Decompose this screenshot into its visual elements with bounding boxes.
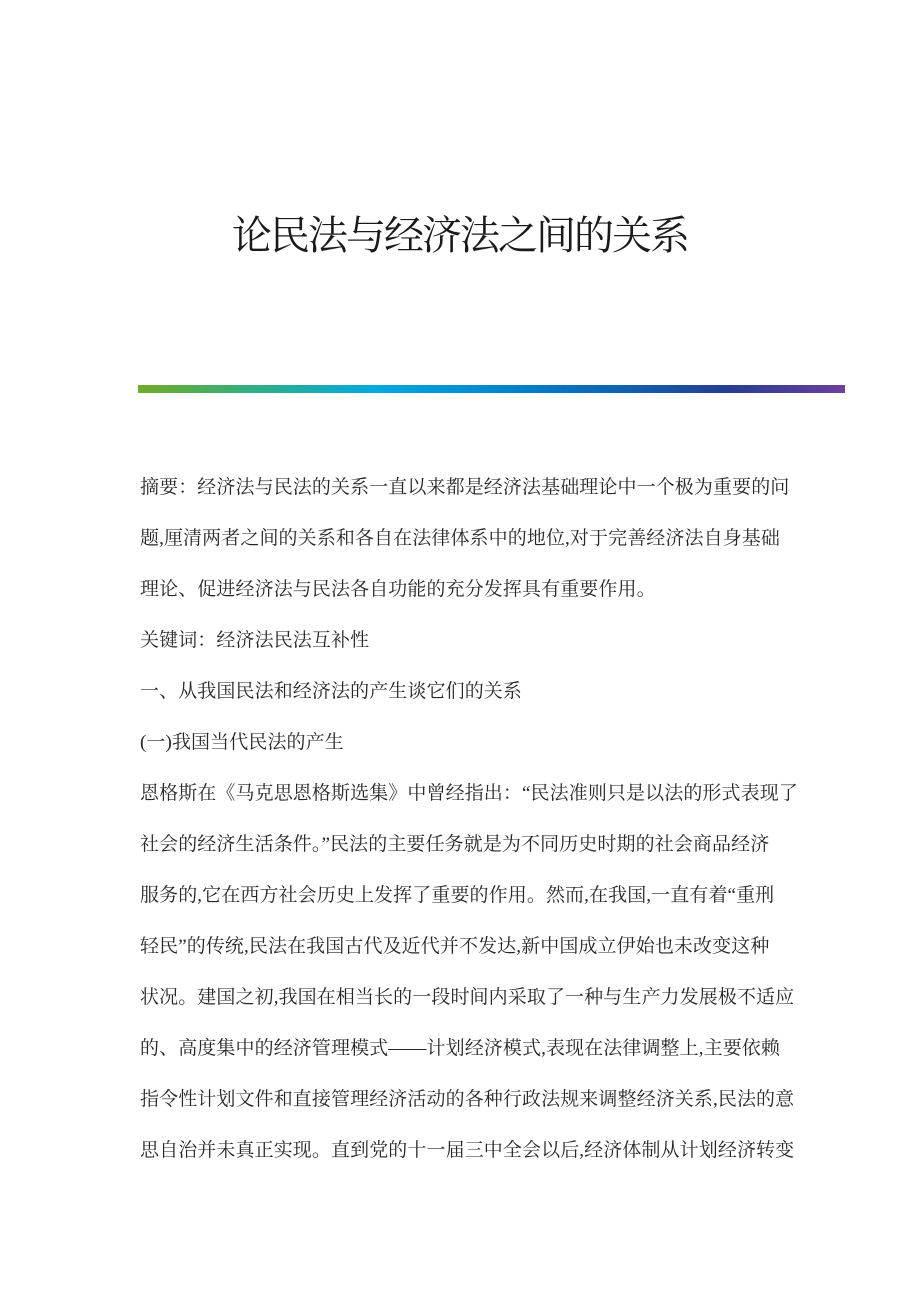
document-title: 论民法与经济法之间的关系	[232, 213, 688, 258]
text-line: 指令性计划文件和直接管理经济活动的各种行政法规来调整经济关系,民法的意	[140, 1089, 795, 1110]
text-line: (一)我国当代民法的产生	[140, 732, 344, 753]
subsection-heading-1-1	[140, 717, 820, 768]
gradient-divider	[138, 385, 845, 393]
text-line: 题,厘清两者之间的关系和各自在法律体系中的地位,对于完善经济法自身基础	[140, 528, 781, 549]
text-line: 理论、促进经济法与民法各自功能的充分发挥具有重要作用。	[140, 579, 656, 600]
text-line: 思自治并未真正实现。直到党的十一届三中全会以后,经济体制从计划经济转变	[140, 1140, 795, 1161]
text-line: 恩格斯在《马克思恩格斯选集》中曾经指出：“民法准则只是以法的形式表现了	[140, 783, 798, 804]
text-line: 社会的经济生活条件。”民法的主要任务就是为不同历史时期的社会商品经济	[140, 834, 770, 855]
text-line: 轻民”的传统,民法在我国古代及近代并不发达,新中国成立伊始也未改变这种	[140, 936, 770, 957]
keywords-line	[140, 615, 820, 666]
abstract-paragraph	[140, 462, 820, 615]
text-line: 服务的,它在西方社会历史上发挥了重要的作用。然而,在我国,一直有着“重刑	[140, 885, 775, 906]
section-heading-1	[140, 666, 820, 717]
text-line: 的、高度集中的经济管理模式——计划经济模式,表现在法律调整上,主要依赖	[140, 1038, 781, 1059]
text-flow	[140, 462, 820, 1176]
text-line: 一、从我国民法和经济法的产生谈它们的关系	[140, 681, 523, 702]
body-paragraph-1	[140, 768, 820, 1176]
text-line: 状况。建国之初,我国在相当长的一段时间内采取了一种与生产力发展极不适应	[140, 987, 795, 1008]
text-line: 关键词：经济法民法互补性	[140, 630, 370, 651]
text-line: 摘要：经济法与民法的关系一直以来都是经济法基础理论中一个极为重要的问	[140, 477, 790, 498]
